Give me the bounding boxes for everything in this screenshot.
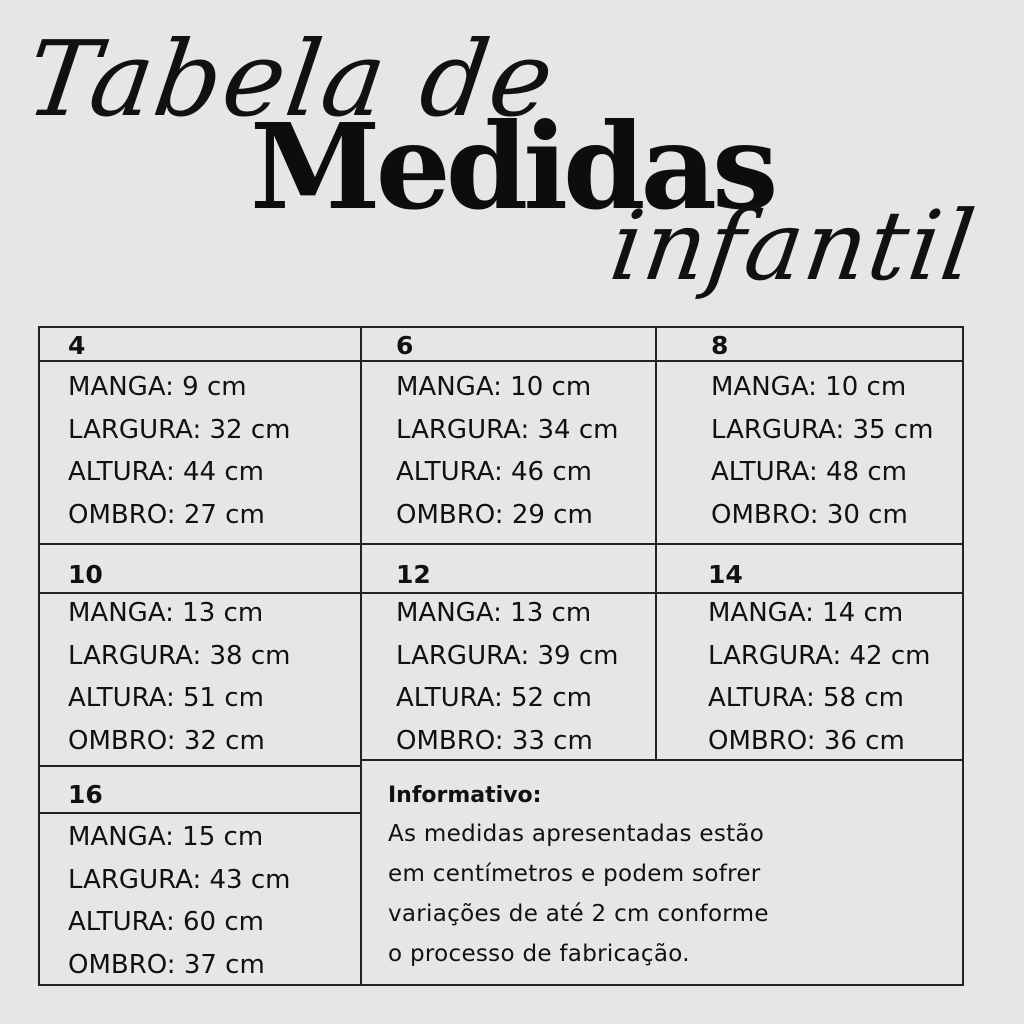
size-cell-10 bbox=[40, 545, 360, 765]
size-label: 16 bbox=[68, 780, 103, 809]
measure-ombro: OMBRO: 37 cm bbox=[68, 950, 265, 980]
size-label: 8 bbox=[711, 331, 729, 360]
measure-largura: LARGURA: 38 cm bbox=[68, 641, 291, 671]
measure-ombro: OMBRO: 36 cm bbox=[708, 726, 905, 756]
measure-manga: MANGA: 10 cm bbox=[711, 372, 907, 402]
measure-altura: ALTURA: 58 cm bbox=[708, 683, 904, 713]
measure-largura: LARGURA: 35 cm bbox=[711, 415, 934, 445]
size-label: 6 bbox=[396, 331, 414, 360]
info-box bbox=[362, 761, 962, 984]
size-label: 4 bbox=[68, 331, 86, 360]
size-cell-12 bbox=[362, 545, 655, 759]
size-cell-6 bbox=[362, 328, 655, 543]
info-title: Informativo: bbox=[388, 783, 542, 808]
measure-altura: ALTURA: 44 cm bbox=[68, 457, 264, 487]
measure-largura: LARGURA: 39 cm bbox=[396, 641, 619, 671]
measure-manga: MANGA: 15 cm bbox=[68, 822, 264, 852]
size-label: 14 bbox=[708, 560, 743, 589]
measure-manga: MANGA: 14 cm bbox=[708, 598, 904, 628]
measure-altura: ALTURA: 48 cm bbox=[711, 457, 907, 487]
size-label: 10 bbox=[68, 560, 103, 589]
measure-largura: LARGURA: 32 cm bbox=[68, 415, 291, 445]
measure-altura: ALTURA: 51 cm bbox=[68, 683, 264, 713]
info-line: em centímetros e podem sofrer bbox=[388, 861, 761, 887]
measure-largura: LARGURA: 42 cm bbox=[708, 641, 931, 671]
info-line: variações de até 2 cm conforme bbox=[388, 901, 769, 927]
measure-ombro: OMBRO: 29 cm bbox=[396, 500, 593, 530]
title-infantil: infantil bbox=[604, 190, 983, 302]
size-cell-16 bbox=[40, 767, 360, 984]
measure-manga: MANGA: 10 cm bbox=[396, 372, 592, 402]
measure-ombro: OMBRO: 30 cm bbox=[711, 500, 908, 530]
measure-largura: LARGURA: 43 cm bbox=[68, 865, 291, 895]
size-cell-8 bbox=[657, 328, 962, 543]
size-label: 12 bbox=[396, 560, 431, 589]
size-cell-14 bbox=[657, 545, 962, 759]
measure-altura: ALTURA: 52 cm bbox=[396, 683, 592, 713]
info-line: o processo de fabricação. bbox=[388, 941, 690, 967]
measure-ombro: OMBRO: 33 cm bbox=[396, 726, 593, 756]
title-tabela-de: Tabela de bbox=[19, 18, 563, 140]
info-line: As medidas apresentadas estão bbox=[388, 821, 765, 847]
measure-altura: ALTURA: 46 cm bbox=[396, 457, 592, 487]
size-table bbox=[38, 326, 964, 986]
measure-manga: MANGA: 13 cm bbox=[396, 598, 592, 628]
measure-altura: ALTURA: 60 cm bbox=[68, 907, 264, 937]
measure-ombro: OMBRO: 32 cm bbox=[68, 726, 265, 756]
measure-ombro: OMBRO: 27 cm bbox=[68, 500, 265, 530]
measure-largura: LARGURA: 34 cm bbox=[396, 415, 619, 445]
measure-manga: MANGA: 13 cm bbox=[68, 598, 264, 628]
measure-manga: MANGA: 9 cm bbox=[68, 372, 247, 402]
title-medidas: Medidas bbox=[250, 97, 774, 236]
size-cell-4 bbox=[40, 328, 360, 543]
